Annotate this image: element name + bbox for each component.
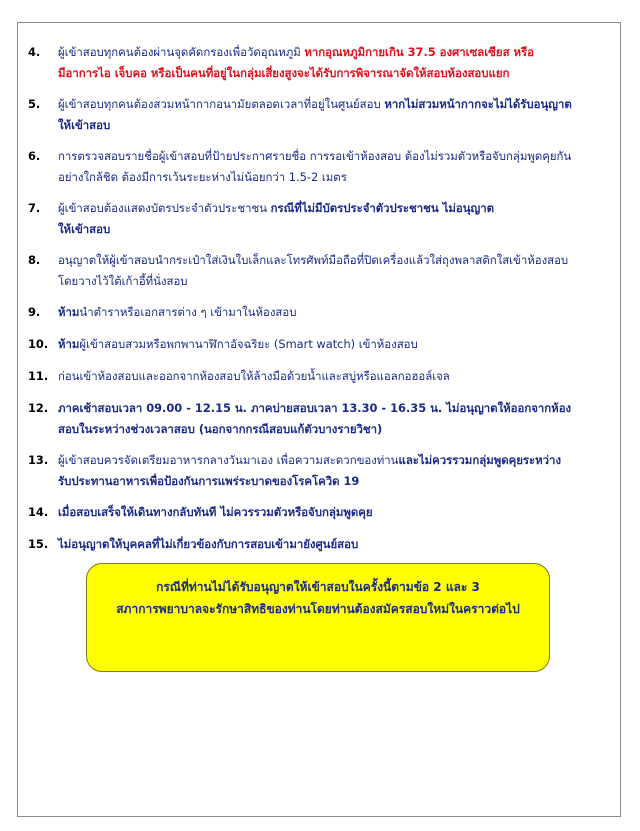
rule-text: อย่างใกล้ชิด ต้องมีการเว้นระยะห่างไม่น้อยกว่า 1.5-2 เมตร	[58, 170, 347, 184]
rule-text: ผู้เข้าสอบต้องแสดงบัตรประจำตัวประชาชน	[58, 201, 271, 215]
rule-text: ผู้เข้าสอบควรจัดเตรียมอาหารกลางวันมาเอง เพื่อความสะดวกของท่าน	[58, 453, 399, 467]
rule-item	[28, 302, 640, 323]
rule-item	[28, 502, 640, 523]
rule-line	[58, 167, 640, 188]
rule-text: มีอาการไอ เจ็บคอ หรือเป็นคนที่อยู่ในกลุ่มเสี่ยงสูงจะได้รับการพิจารณาจัดให้สอบห้องสอบแยก	[58, 66, 510, 80]
rule-line	[58, 334, 640, 355]
rule-item	[28, 94, 640, 136]
rule-item	[28, 146, 640, 188]
rule-text: ภาคเช้าสอบเวลา 09.00 - 12.15 น. ภาคบ่ายสอบเวลา 13.30 - 16.35 น. ไม่อนุญาตให้ออกจากห้อง	[58, 401, 572, 415]
rule-item	[28, 198, 640, 240]
rule-text: ห้าม	[58, 305, 80, 319]
rule-number: 13.	[28, 453, 49, 467]
rule-line	[58, 115, 640, 136]
rule-number: 5.	[28, 97, 41, 111]
rule-number: 11.	[28, 369, 49, 383]
rule-number: 14.	[28, 505, 49, 519]
rule-text: อนุญาตให้ผู้เข้าสอบนำกระเป๋าใส่เงินใบเล็กและโทรศัพท์มือถือที่ปิดเครื่องแล้วใส่ถุงพลาสติกใสเข้าห้องสอบ	[58, 253, 569, 267]
rule-text: นำตำราหรือเอกสารต่าง ๆ เข้ามาในห้องสอบ	[79, 305, 297, 319]
rule-line	[58, 94, 640, 115]
rule-line	[58, 398, 640, 419]
rule-text: กรณีที่ไม่มีบัตรประจำตัวประชาชน ไม่อนุญาต	[270, 201, 494, 215]
rule-line	[58, 450, 640, 471]
rule-line	[58, 63, 640, 84]
rule-item	[28, 366, 640, 387]
rule-text: ก่อนเข้าห้องสอบและออกจากห้องสอบให้ล้างมือด้วยน้ำและสบู่หรือแอลกอฮอล์เจล	[58, 369, 450, 383]
rule-number: 9.	[28, 305, 41, 319]
rule-text: และไม่ควรรวมกลุ่มพูดคุยระหว่าง	[398, 453, 562, 467]
rule-number: 10.	[28, 337, 49, 351]
rule-item	[28, 450, 640, 492]
rule-text: การตรวจสอบรายชื่อผู้เข้าสอบที่ป้ายประกาศรายชื่อ การรอเข้าห้องสอบ ต้องไม่รวมตัวหรือจับกลุ่มพูดคุยกัน	[58, 149, 572, 163]
rule-text: ผู้เข้าสอบทุกคนต้องสวมหน้ากากอนามัยตลอดเวลาที่อยู่ในศูนย์สอบ	[58, 97, 385, 111]
rule-number: 4.	[28, 45, 41, 59]
rule-line	[58, 219, 640, 240]
rule-text: หากอุณหภูมิกายเกิน 37.5 องศาเซลเซียส หรือ	[304, 45, 534, 59]
rule-item	[28, 398, 640, 440]
notice-line-2: สภาการพยาบาลจะรักษาสิทธิของท่านโดยท่านต้องสมัครสอบใหม่ในคราวต่อไป	[116, 602, 520, 616]
rule-text: ผู้เข้าสอบสวมหรือพกพานาฬิกาอัจฉริยะ (Smart watch) เข้าห้องสอบ	[79, 337, 418, 351]
notice-line-1: กรณีที่ท่านไม่ได้รับอนุญาตให้เข้าสอบในครั้งนี้ตามข้อ 2 และ 3	[156, 580, 480, 594]
rule-line	[58, 366, 640, 387]
rule-line	[58, 250, 640, 271]
rule-line	[58, 198, 640, 219]
rule-line	[58, 502, 640, 523]
rule-item	[28, 42, 640, 84]
notice-box	[86, 563, 550, 672]
rule-line	[58, 146, 640, 167]
rule-text: โดยวางไว้ใต้เก้าอี้ที่นั่งสอบ	[58, 274, 188, 288]
rule-text: ไม่อนุญาตให้บุคคลที่ไม่เกี่ยวข้องกับการสอบเข้ามายังศูนย์สอบ	[58, 537, 359, 551]
rule-text: ให้เข้าสอบ	[58, 222, 111, 236]
rule-text: สอบในระหว่างช่วงเวลาสอบ (นอกจากกรณีสอบแก้ตัวบางรายวิชา)	[58, 422, 383, 436]
rule-line	[58, 534, 640, 555]
rule-item	[28, 334, 640, 355]
rule-number: 8.	[28, 253, 41, 267]
rule-number: 7.	[28, 201, 41, 215]
rule-line	[58, 419, 640, 440]
rule-text: ห้าม	[58, 337, 80, 351]
rule-number: 12.	[28, 401, 49, 415]
rule-line	[58, 271, 640, 292]
rule-number: 15.	[28, 537, 49, 551]
rule-number: 6.	[28, 149, 41, 163]
rule-text: หากไม่สวมหน้ากากจะไม่ได้รับอนุญาต	[384, 97, 572, 111]
rule-text: ผู้เข้าสอบทุกคนต้องผ่านจุดคัดกรองเพื่อวัดอุณหภูมิ	[58, 45, 305, 59]
rule-text: รับประทานอาหารเพื่อป้องกันการแพร่ระบาดของโรคโควิด 19	[58, 474, 360, 488]
rule-line	[58, 471, 640, 492]
rule-line	[58, 42, 640, 63]
rule-item	[28, 534, 640, 555]
rule-item	[28, 250, 640, 292]
rule-line	[58, 302, 640, 323]
rule-text: เมื่อสอบเสร็จให้เดินทางกลับทันที ไม่ควรรวมตัวหรือจับกลุ่มพูดคุย	[58, 505, 373, 519]
rule-text: ให้เข้าสอบ	[58, 118, 111, 132]
